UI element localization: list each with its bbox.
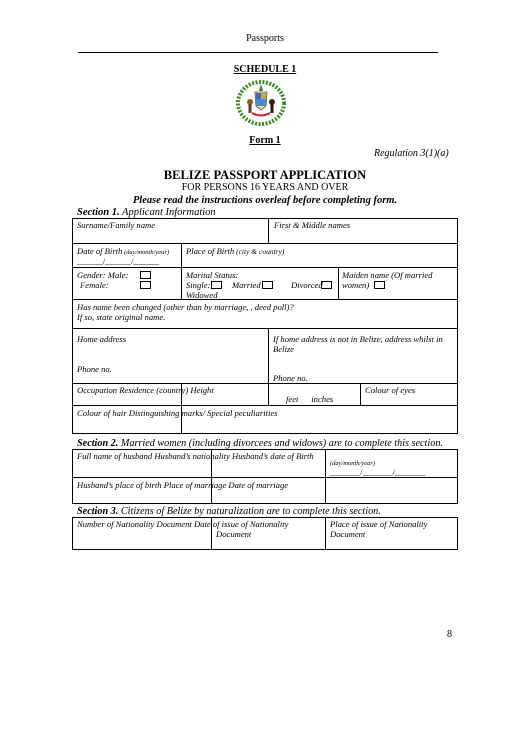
surname-label: Surname/Family name (77, 220, 156, 230)
document-title: BELIZE PASSPORT APPLICATION (163, 168, 367, 182)
divorced-checkbox[interactable] (321, 281, 332, 289)
female-checkbox[interactable] (140, 281, 151, 289)
husband-details-label: Full name of husband Husband’s nationality Husband’s date of Birth (77, 451, 314, 461)
first-middle-names-label: First & Middle names (274, 220, 351, 230)
section3-number: Section 3. (77, 506, 119, 517)
name-changed-question: Has name been changed (other than by marriage, , deed poll)? (77, 302, 294, 312)
nationality-document-label: Number of Nationality Document Date of issue of Nationality (77, 519, 289, 529)
header-rule (78, 52, 438, 53)
instruction-line: Please read the instructions overleaf before completing form. (132, 195, 398, 206)
occupation-residence-height-label: Occupation Residence (country) Height (77, 385, 214, 395)
maiden-name-label: Maiden name (Of married (342, 270, 433, 280)
section2-heading (77, 438, 443, 449)
home-address-label: Home address (77, 334, 127, 344)
pob-label-text: Place of Birth (186, 246, 235, 256)
regulation-reference: Regulation 3(1)(a) (374, 148, 449, 159)
married-label: Married (232, 280, 261, 290)
feet-inches-label: feet inches (286, 394, 334, 404)
coat-of-arms-emblem (236, 80, 286, 126)
widowed-label: Widowed (186, 290, 218, 300)
marriage-details-label: Husband’s place of birth Place of marriage Date of marriage (77, 480, 289, 490)
section1-number: Section 1. (77, 207, 120, 218)
married-checkbox[interactable] (262, 281, 273, 289)
nationality-document-label-cont: Document (216, 529, 252, 539)
pob-hint: (city & country) (234, 247, 285, 256)
dob-blank-field[interactable]: ______/______/______ (77, 256, 160, 266)
phone-label-left: Phone no. (77, 364, 112, 374)
colour-of-eyes-label: Colour of eyes (365, 385, 416, 395)
section2-number: Section 2. (77, 438, 119, 449)
maiden-name-checkbox[interactable] (374, 281, 385, 289)
form-label: Form 1 (249, 135, 281, 146)
dob-format: (day/month/year) (122, 249, 170, 256)
section1-heading (77, 207, 216, 218)
abroad-address-label: If home address is not in Belize, address whilst in Belize (273, 334, 443, 354)
place-of-birth-label (186, 246, 284, 257)
gender-male-label (77, 270, 128, 280)
page-number: 8 (447, 629, 452, 640)
maiden-name-women-label: women) (342, 280, 370, 290)
husband-dob-blank-field[interactable]: _______/_______/_______ (330, 467, 426, 477)
marital-status-label: Marital Status: (186, 270, 239, 280)
husband-dob-format: (day/month/year) (330, 460, 376, 467)
place-of-issue-label: Place of issue of Nationality (330, 519, 428, 529)
phone-label-right: Phone no. (273, 373, 308, 383)
schedule-heading: SCHEDULE 1 (233, 64, 297, 75)
hair-marks-label: Colour of hair Distinguishing marks/ Special peculiarities (77, 408, 278, 418)
section3-heading (77, 506, 381, 517)
male-checkbox[interactable] (140, 271, 151, 279)
section3-title: Citizens of Belize by naturalization are to complete this section. (118, 506, 381, 517)
single-label: Single: (186, 280, 211, 290)
document-subtitle: FOR PERSONS 16 YEARS AND OVER (181, 182, 349, 193)
original-name-label: If so, state original name. (77, 312, 166, 322)
section1-title: Applicant Information (119, 207, 216, 218)
place-of-issue-label-cont: Document (330, 529, 366, 539)
dob-label-text: Date of Birth (77, 246, 123, 256)
section2-title: Married women (including divorcees and widows) are to complete this section. (118, 438, 443, 449)
gender-male-text: Gender: Male: (77, 270, 129, 280)
gender-female-label: Female: (80, 280, 109, 290)
running-title: Passports (246, 33, 284, 44)
divorced-label: Divorced (291, 280, 323, 290)
single-checkbox[interactable] (211, 281, 222, 289)
